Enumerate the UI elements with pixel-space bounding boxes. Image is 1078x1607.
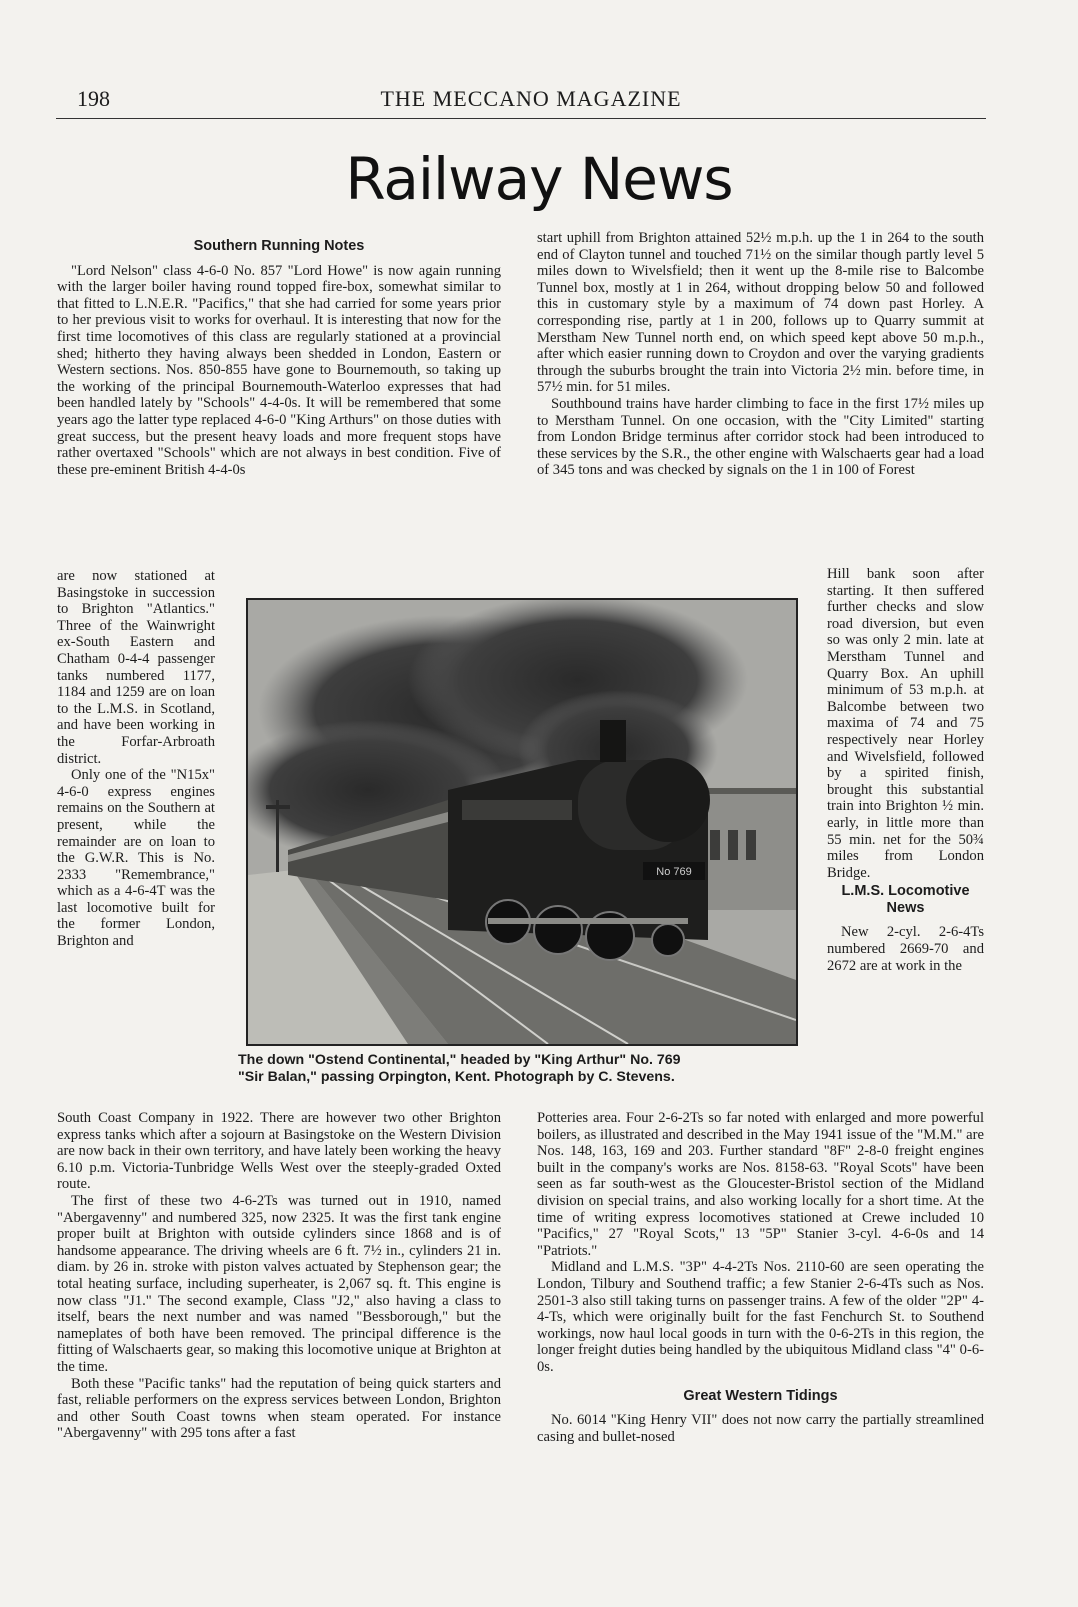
paragraph: South Coast Company in 1922. There are however two other Brighton express tanks which after a sojourn at Basingstoke on the Western Division are now back in their own territory, and have lately been working the heavy 6.10 p.m. Victoria-Tunbridge Wells West over the steeply-graded Oxted route. <box>57 1110 501 1193</box>
paragraph: start uphill from Brighton attained 52½ m.p.h. up the 1 in 264 to the south end of Clayton tunnel and touched 71½ on the similar though partly level 5 miles down to Wivelsfield; then it went up the 8-mile rise to Balcombe Tunnel box, mostly at 1 in 264, without dropping below 50 and followed this in customary style by a maximum of 74 down past Horley. A corresponding rise, partly at 1 in 200, follows up to Quarry summit at Merstham New Tunnel north end, on which speed kept above 50 m.p.h., after which easier running down to Croydon and over the varying gradients through the suburbs brought the train into Victoria 2½ min. before time, in 57½ min. for 51 miles. <box>537 230 984 396</box>
page-title: Railway News <box>345 145 733 213</box>
right-column-top <box>537 230 984 479</box>
paragraph: Potteries area. Four 2-6-2Ts so far noted with enlarged and more powerful boilers, as illustrated and described in the May 1941 issue of the "M.M." are Nos. 148, 163, 169 and 203. Further standard "8F" 2-8-0 freight engines built in the company's works are Nos. 8158-63. "Royal Scots" have been seen as far south-west as the Gloucester-Bristol section of the Midland division on special trains, and also working locally for a short time. At the time of writing express locomotives stationed at Crewe included 10 "Pacifics," 27 "Royal Scots," 13 "5P" Stanier 3-cyl. 4-6-0s and 14 "Patriots." <box>537 1110 984 1259</box>
paragraph: Only one of the "N15x" 4-6-0 express engines remains on the Southern at present, while the remainder are on loan to the G.W.R. This is No. 2333 "Remembrance," which as a 4-6-4T was the last locomotive built for the former London, Brighton and <box>57 767 215 950</box>
locomotive-illustration <box>248 600 796 1044</box>
page-number: 198 <box>77 86 110 111</box>
caption-line-1: The down "Ostend Continental," headed by "King Arthur" No. 769 <box>238 1052 681 1068</box>
paragraph: The first of these two 4-6-2Ts was turned out in 1910, named "Abergavenny" and numbered 325, now 2325. It was the first tank engine proper built at Brighton with outside cylinders since 1868 and is of handsome appearance. The driving wheels are 6 ft. 7½ in., cylinders 21 in. diam. by 26 in. stroke with piston valves actuated by Stephenson gear; the total heating surface, including superheater, is 2,067 sq. ft. This engine is now class "J1." The second example, Class "J2," also having a class to itself, bears the next number and was named "Bessborough," but the nameplates of both have been removed. The principal difference is the fitting of Walschaerts gear, so making this locomotive unique at Brighton at the time. <box>57 1192 501 1375</box>
section-heading-lms: L.M.S. Locomotive News <box>841 883 970 916</box>
paragraph: No. 6014 "King Henry VII" does not now carry the partially streamlined casing and bullet-nosed <box>537 1412 984 1445</box>
left-column-top <box>57 236 501 478</box>
paragraph: New 2-cyl. 2-6-4Ts numbered 2669-70 and 2672 are at work in the <box>827 924 984 974</box>
paragraph: are now stationed at Basingstoke in succession to Brighton "Atlantics." Three of the Wainwright ex-South Eastern and Chatham 0-4-4 passenger tanks numbered 1177, 1184 and 1259 are on loan to the L.M.S. in Scotland, and have been working in the Forfar-Arbroath district. <box>57 568 215 767</box>
paragraph: Hill bank soon after starting. It then suffered further checks and slow road diversion, but even so was only 2 min. late at Merstham Tunnel and Quarry Box. An uphill minimum of 53 m.p.h. at Balcombe between two maxima of 74 and 75 respectively near Horley and Wivelsfield, followed by a spirited finish, brought this substantial train into Brighton ½ min. early, in little more than 55 min. net for the 50¾ miles from London Bridge. <box>827 566 984 881</box>
paragraph: Both these "Pacific tanks" had the reputation of being quick starters and fast, reliable performers on the express services between London, Brighton and other South Coast towns when steam operated. For instance "Abergavenny" with 295 tons after a fast <box>57 1375 501 1442</box>
photo-caption <box>238 1052 808 1086</box>
engine-number-plate: No 769 <box>656 866 692 878</box>
right-column-narrow <box>827 566 984 974</box>
paragraph: "Lord Nelson" class 4-6-0 No. 857 "Lord Howe" is now again running with the larger boiler having round topped fire-box, somewhat similar to that fitted to L.N.E.R. "Pacifics," that she had carried for some years prior to her previous visit to works for overhaul. It is interesting that now for the first time locomotives of this class are regularly stationed at a provincial shed; hitherto they having always been shedded in London, Eastern or Western sections. Nos. 850-855 have gone to Bournemouth, so taking up the working of the principal Bournemouth-Waterloo expresses that had been handled lately by "Schools" 4-4-0s. It will be remembered that some years ago the latter type replaced 4-6-0 "King Arthurs" on those duties with great success, but the present heavy loads and more frequent stops have rather overtaxed "Schools" which are not always in best condition. Five of these pre-eminent British 4-4-0s <box>57 262 501 478</box>
section-heading-southern: Southern Running Notes <box>193 238 365 254</box>
right-column-bottom <box>537 1110 984 1445</box>
paragraph: Midland and L.M.S. "3P" 4-4-2Ts Nos. 2110-60 are seen operating the London, Tilbury and Southend traffic; a few Stanier 2-6-4Ts such as Nos. 2501-3 also still taking turns on passenger trains. A few of the older "2P" 4-4-Ts, which were originally built for the fast Fenchurch St. to Southend workings, now haul local goods in turn with the 0-6-2Ts in this region, the longer freight duties being handled by the ubiquitous Midland class "4" 0-6-0s. <box>537 1259 984 1375</box>
left-column-narrow <box>57 568 215 950</box>
page-header <box>77 86 985 118</box>
left-column-bottom <box>57 1110 501 1442</box>
section-heading-gwr: Great Western Tidings <box>683 1387 838 1404</box>
caption-line-2: "Sir Balan," passing Orpington, Kent. Photograph by C. Stevens. <box>238 1069 675 1085</box>
header-rule <box>56 118 986 119</box>
paragraph: Southbound trains have harder climbing to face in the first 17½ miles up to Merstham Tunnel. On one occasion, with the "City Limited" starting from London Bridge terminus after corridor stock had been introduced to these services by the S.R., the other engine with Walschaerts gear had a load of 345 tons and was checked by signals on the 1 in 100 of Forest <box>537 395 984 479</box>
magazine-title: THE MECCANO MAGAZINE <box>380 86 682 111</box>
train-photograph <box>246 598 798 1046</box>
